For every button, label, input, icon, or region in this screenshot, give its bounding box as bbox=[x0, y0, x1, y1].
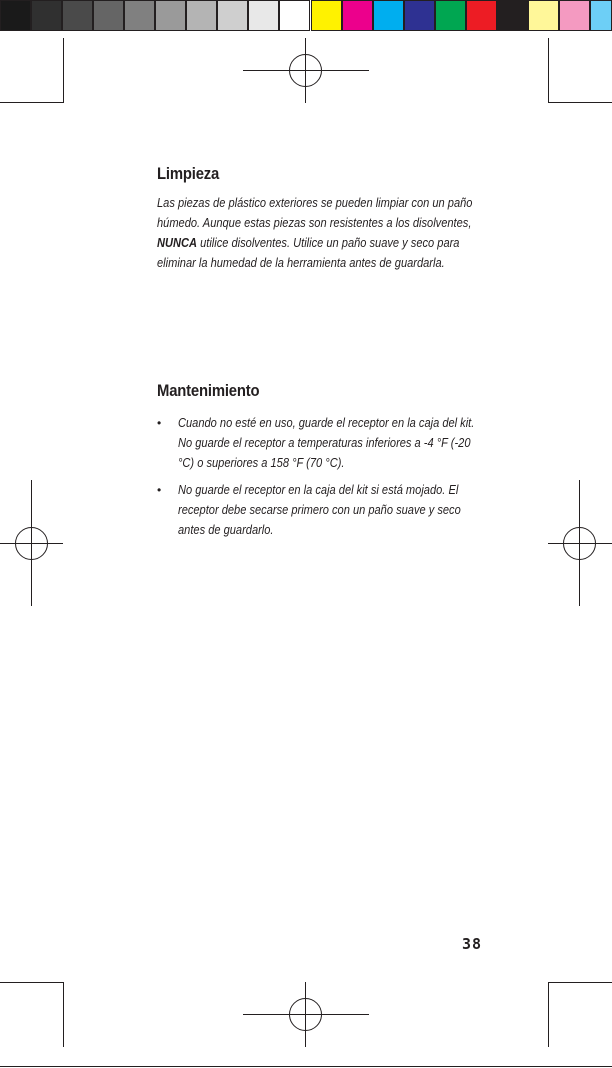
bullet-mark: • bbox=[157, 483, 162, 497]
swatch-magenta bbox=[342, 0, 373, 31]
swatch-red bbox=[466, 0, 497, 31]
bullet-mark: • bbox=[157, 416, 162, 430]
swatch-light-yellow bbox=[528, 0, 559, 31]
swatch-cyan bbox=[373, 0, 404, 31]
list-item-text: Cuando no esté en uso, guarde el receptor en la caja del kit. No guarde el receptor a temperaturas inferiores a -4 °F (-20 °C) o superiores a 158 °F (70 °C). bbox=[178, 416, 475, 470]
swatch-gray-5 bbox=[124, 0, 155, 31]
cleaning-heading: Limpieza bbox=[157, 165, 220, 183]
list-item bbox=[157, 413, 497, 473]
cleaning-text-end: utilice disolventes. Utilice un paño suave y seco para eliminar la humedad de la herramienta antes de guardarla. bbox=[157, 236, 460, 270]
swatch-light-cyan bbox=[590, 0, 612, 31]
swatch-black bbox=[497, 0, 528, 31]
maintenance-list bbox=[157, 413, 497, 540]
swatch-pink bbox=[559, 0, 590, 31]
swatch-gray-4 bbox=[93, 0, 124, 31]
swatch-yellow bbox=[311, 0, 342, 31]
swatch-green bbox=[435, 0, 466, 31]
cleaning-text-start: Las piezas de plástico exteriores se pueden limpiar con un paño húmedo. Aunque estas piezas son resistentes a los disolventes, bbox=[157, 196, 473, 230]
list-item-text: No guarde el receptor en la caja del kit si está mojado. El receptor debe secarse primero con un paño suave y seco antes de guardarlo. bbox=[178, 483, 461, 537]
swatch-gray-3 bbox=[62, 0, 93, 31]
swatch-gray-6 bbox=[155, 0, 186, 31]
color-calibration-bar bbox=[0, 0, 612, 32]
cleaning-paragraph bbox=[157, 193, 491, 273]
bottom-rule bbox=[0, 1066, 612, 1067]
cleaning-section bbox=[157, 165, 497, 273]
maintenance-heading: Mantenimiento bbox=[157, 382, 260, 400]
swatch-gray-2 bbox=[31, 0, 62, 31]
page-number: 38 bbox=[462, 935, 483, 953]
list-item bbox=[157, 480, 497, 540]
maintenance-section bbox=[157, 382, 497, 547]
swatch-gray-7 bbox=[186, 0, 217, 31]
swatch-gray-9 bbox=[248, 0, 279, 31]
swatch-gray-8 bbox=[217, 0, 248, 31]
swatch-blue bbox=[404, 0, 435, 31]
cleaning-emphasis: NUNCA bbox=[157, 236, 198, 250]
swatch-white bbox=[279, 0, 310, 31]
swatch-gray-1 bbox=[0, 0, 31, 31]
